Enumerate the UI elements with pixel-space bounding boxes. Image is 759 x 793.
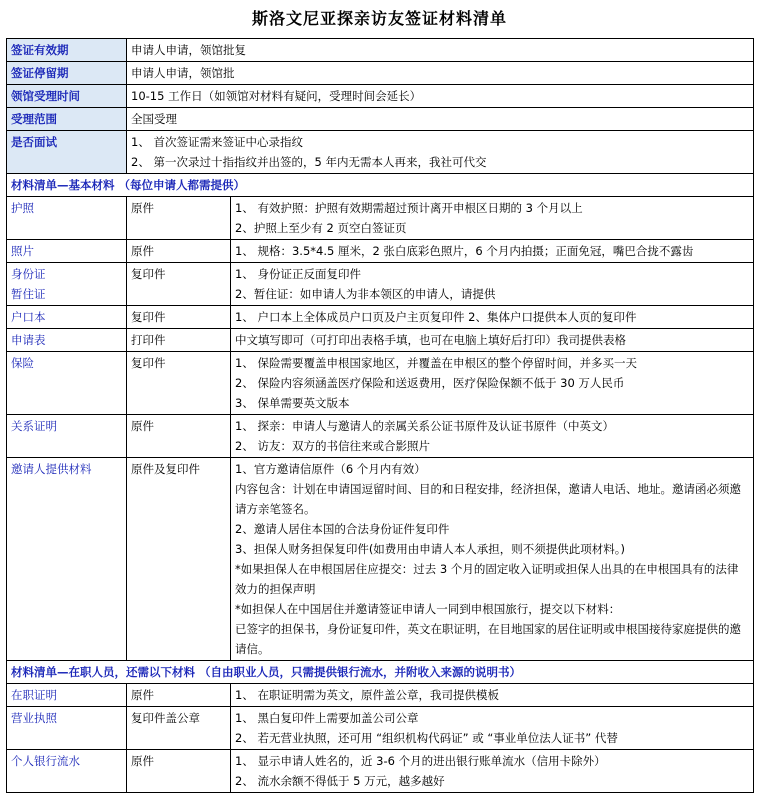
table-row [7,240,754,263]
row-value: 1、 首次签证需来签证中心录指纹 2、 第一次录过十指指纹并出签的，5 年内无需本人再来，我社可代交 [127,131,754,174]
section-header [7,174,754,197]
material-requirements: 1、 显示申请人姓名的，近 3-6 个月的进出银行账单流水（信用卡除外） 2、 流水余额不得低于 5 万元，越多越好 [231,750,754,793]
material-type: 原件 [127,197,231,240]
table-row [7,707,754,750]
material-type: 原件 [127,684,231,707]
table-row [7,62,754,85]
row-label: 是否面试 [7,131,127,174]
table-row [7,197,754,240]
material-type: 复印件盖公章 [127,707,231,750]
table-row [7,352,754,415]
material-name: 邀请人提供材料 [7,458,127,661]
materials-table [6,38,754,793]
row-value: 全国受理 [127,108,754,131]
material-type: 复印件 [127,352,231,415]
row-label: 受理范围 [7,108,127,131]
material-name: 申请表 [7,329,127,352]
section-header [7,661,754,684]
material-name: 在职证明 [7,684,127,707]
material-requirements: 1、 户口本上全体成员户口页及户主页复印件 2、集体户口提供本人页的复印件 [231,306,754,329]
row-label: 签证有效期 [7,39,127,62]
table-row [7,263,754,306]
material-name: 护照 [7,197,127,240]
material-requirements: 1、 探亲：申请人与邀请人的亲属关系公证书原件及认证书原件（中英文） 2、 访友：双方的书信往来或合影照片 [231,415,754,458]
table-row [7,329,754,352]
row-value: 申请人申请，领馆批复 [127,39,754,62]
material-requirements: 1、 保险需要覆盖申根国家地区，并覆盖在申根区的整个停留时间，并多买一天 2、 保险内容须涵盖医疗保险和送返费用，医疗保险保额不低于 30 万人民币 3、 保单需要英文版本 [231,352,754,415]
material-requirements: 1、 身份证正反面复印件 2、暂住证：如申请人为非本领区的申请人，请提供 [231,263,754,306]
section-title: 材料清单—在职人员，还需以下材料 （自由职业人员，只需提供银行流水，并附收入来源的说明书） [7,661,754,684]
material-requirements: 1、 黑白复印件上需要加盖公司公章 2、 若无营业执照，还可用 “组织机构代码证” 或 “事业单位法人证书” 代替 [231,707,754,750]
table-row [7,306,754,329]
material-type: 复印件 [127,306,231,329]
material-name: 户口本 [7,306,127,329]
material-type: 打印件 [127,329,231,352]
page-title: 斯洛文尼亚探亲访友签证材料清单 [251,9,507,28]
material-type: 原件 [127,750,231,793]
row-value: 申请人申请，领馆批 [127,62,754,85]
table-row [7,750,754,793]
table-row [7,108,754,131]
material-name: 身份证 暂住证 [7,263,127,306]
material-requirements: 中文填写即可（可打印出表格手填，也可在电脑上填好后打印）我司提供表格 [231,329,754,352]
table-row [7,39,754,62]
material-requirements: 1、官方邀请信原件（6 个月内有效） 内容包含：计划在申请国逗留时间、目的和日程安排，经济担保，邀请人电话、地址。邀请函必须邀请方亲笔签名。 2、邀请人居住本国的合法身份证件复印件 3、担保人财务担保复印件(如费用由申请人本人承担，则不须提供此项材料。) *如果担保人在申根国居住应提交：过去 3 个月的固定收入证明或担保人出具的在申根国具有的法律效力的担保声明 *如担保人在中国居住并邀请签证申请人一同到申根国旅行，提交以下材料： 已签字的担保书，身份证复印件，英文在职证明，在目地国家的居住证明或申根国接待家庭提供的邀请信。 [231,458,754,661]
section-title: 材料清单—基本材料 （每位申请人都需提供） [7,174,754,197]
table-row [7,458,754,661]
row-value: 10-15 工作日（如领馆对材料有疑问，受理时间会延长） [127,85,754,108]
material-requirements: 1、 有效护照：护照有效期需超过预计离开申根区日期的 3 个月以上 2、护照上至少有 2 页空白签证页 [231,197,754,240]
table-row [7,85,754,108]
material-name: 保险 [7,352,127,415]
row-label: 领馆受理时间 [7,85,127,108]
material-requirements: 1、 规格：3.5*4.5 厘米，2 张白底彩色照片，6 个月内拍摄；正面免冠，嘴巴合拢不露齿 [231,240,754,263]
material-name: 照片 [7,240,127,263]
row-label: 签证停留期 [7,62,127,85]
material-name: 关系证明 [7,415,127,458]
table-row [7,131,754,174]
material-requirements: 1、 在职证明需为英文，原件盖公章，我司提供模板 [231,684,754,707]
table-row [7,415,754,458]
material-type: 原件 [127,415,231,458]
material-name: 个人银行流水 [7,750,127,793]
table-row [7,684,754,707]
material-type: 原件 [127,240,231,263]
material-type: 原件及复印件 [127,458,231,661]
material-type: 复印件 [127,263,231,306]
material-name: 营业执照 [7,707,127,750]
